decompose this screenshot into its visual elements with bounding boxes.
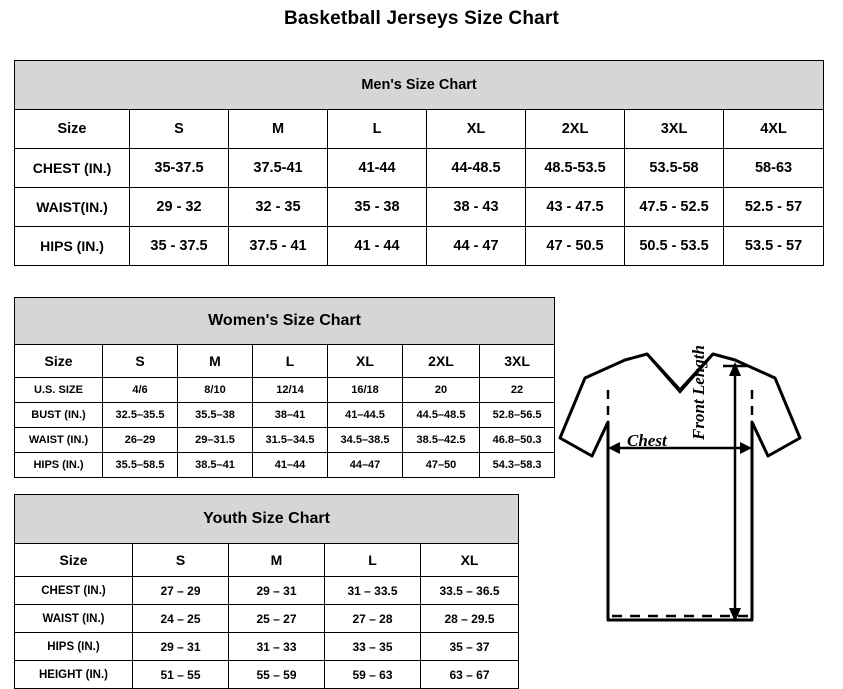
column-header: Size	[15, 345, 103, 378]
table-row	[15, 378, 555, 403]
table-cell: 35 – 37	[421, 633, 519, 661]
column-header: 4XL	[724, 110, 824, 149]
column-header: XL	[421, 544, 519, 577]
row-label: BUST (IN.)	[15, 403, 103, 428]
table-cell: 35 - 37.5	[130, 227, 229, 266]
column-header: M	[229, 110, 328, 149]
table-cell: 28 – 29.5	[421, 605, 519, 633]
column-header: XL	[427, 110, 526, 149]
column-header: 3XL	[625, 110, 724, 149]
jersey-outline-icon	[530, 330, 830, 660]
table-cell: 41–44	[253, 453, 328, 478]
column-header: S	[133, 544, 229, 577]
table-cell: 44.5–48.5	[403, 403, 480, 428]
table-cell: 34.5–38.5	[328, 428, 403, 453]
table-row	[15, 188, 824, 227]
column-header: 2XL	[403, 345, 480, 378]
table-cell: 37.5 - 41	[229, 227, 328, 266]
table-cell: 50.5 - 53.5	[625, 227, 724, 266]
youth-size-chart-table	[14, 494, 519, 689]
table-header-row	[15, 495, 519, 544]
table-cell: 46.8–50.3	[480, 428, 555, 453]
table-cell: 59 – 63	[325, 661, 421, 689]
table-cell: 48.5-53.5	[526, 149, 625, 188]
jersey-measurement-diagram	[530, 330, 830, 660]
table-cell: 52.5 - 57	[724, 188, 824, 227]
row-label: CHEST (IN.)	[15, 577, 133, 605]
column-header: XL	[328, 345, 403, 378]
table-cell: 51 – 55	[133, 661, 229, 689]
table-cell: 44-48.5	[427, 149, 526, 188]
page-title: Basketball Jerseys Size Chart	[283, 8, 560, 29]
table-cell: 52.8–56.5	[480, 403, 555, 428]
table-cell: 24 – 25	[133, 605, 229, 633]
table-row	[15, 428, 555, 453]
row-label: HEIGHT (IN.)	[15, 661, 133, 689]
row-label: WAIST(IN.)	[15, 188, 130, 227]
table-cell: 31.5–34.5	[253, 428, 328, 453]
column-header: L	[253, 345, 328, 378]
table-cell: 32.5–35.5	[103, 403, 178, 428]
table-column-header-row	[15, 110, 824, 149]
table-cell: 4/6	[103, 378, 178, 403]
table-cell: 41 - 44	[328, 227, 427, 266]
table-cell: 44–47	[328, 453, 403, 478]
womens-table-title: Women's Size Chart	[15, 298, 555, 345]
table-cell: 63 – 67	[421, 661, 519, 689]
table-header-row	[15, 61, 824, 110]
table-cell: 53.5-58	[625, 149, 724, 188]
column-header: 2XL	[526, 110, 625, 149]
table-cell: 29 – 31	[229, 577, 325, 605]
youth-table-title: Youth Size Chart	[15, 495, 519, 544]
table-cell: 27 – 29	[133, 577, 229, 605]
table-row	[15, 633, 519, 661]
table-row	[15, 149, 824, 188]
table-cell: 54.3–58.3	[480, 453, 555, 478]
row-label: HIPS (IN.)	[15, 633, 133, 661]
column-header: L	[328, 110, 427, 149]
mens-size-chart-table	[14, 60, 824, 266]
table-cell: 43 - 47.5	[526, 188, 625, 227]
table-cell: 35 - 38	[328, 188, 427, 227]
row-label: WAIST (IN.)	[15, 605, 133, 633]
table-cell: 35.5–58.5	[103, 453, 178, 478]
table-cell: 33.5 – 36.5	[421, 577, 519, 605]
row-label: U.S. SIZE	[15, 378, 103, 403]
mens-table-title: Men's Size Chart	[15, 61, 824, 110]
column-header: Size	[15, 544, 133, 577]
womens-size-chart-table	[14, 297, 555, 478]
row-label: HIPS (IN.)	[15, 453, 103, 478]
table-cell: 29 - 32	[130, 188, 229, 227]
table-cell: 26–29	[103, 428, 178, 453]
table-cell: 32 - 35	[229, 188, 328, 227]
column-header: Size	[15, 110, 130, 149]
column-header: 3XL	[480, 345, 555, 378]
chest-measurement-label: Chest	[627, 431, 667, 450]
table-cell: 20	[403, 378, 480, 403]
table-cell: 12/14	[253, 378, 328, 403]
table-cell: 29–31.5	[178, 428, 253, 453]
table-cell: 35-37.5	[130, 149, 229, 188]
table-cell: 47 - 50.5	[526, 227, 625, 266]
table-cell: 25 – 27	[229, 605, 325, 633]
table-cell: 16/18	[328, 378, 403, 403]
table-cell: 22	[480, 378, 555, 403]
table-cell: 41–44.5	[328, 403, 403, 428]
table-row	[15, 661, 519, 689]
table-cell: 27 – 28	[325, 605, 421, 633]
table-cell: 8/10	[178, 378, 253, 403]
table-cell: 47.5 - 52.5	[625, 188, 724, 227]
column-header: M	[229, 544, 325, 577]
row-label: CHEST (IN.)	[15, 149, 130, 188]
table-column-header-row	[15, 544, 519, 577]
table-column-header-row	[15, 345, 555, 378]
table-cell: 47–50	[403, 453, 480, 478]
table-row	[15, 577, 519, 605]
table-cell: 38 - 43	[427, 188, 526, 227]
column-header: M	[178, 345, 253, 378]
front-length-measurement-label: Front Length	[689, 345, 708, 440]
table-cell: 35.5–38	[178, 403, 253, 428]
row-label: HIPS (IN.)	[15, 227, 130, 266]
column-header: L	[325, 544, 421, 577]
table-row	[15, 403, 555, 428]
table-cell: 53.5 - 57	[724, 227, 824, 266]
table-cell: 38.5–41	[178, 453, 253, 478]
table-cell: 44 - 47	[427, 227, 526, 266]
table-cell: 31 – 33	[229, 633, 325, 661]
table-cell: 29 – 31	[133, 633, 229, 661]
row-label: WAIST (IN.)	[15, 428, 103, 453]
table-row	[15, 605, 519, 633]
table-row	[15, 453, 555, 478]
table-row	[15, 227, 824, 266]
table-header-row	[15, 298, 555, 345]
table-cell: 55 – 59	[229, 661, 325, 689]
table-cell: 38.5–42.5	[403, 428, 480, 453]
table-cell: 31 – 33.5	[325, 577, 421, 605]
table-cell: 58-63	[724, 149, 824, 188]
column-header: S	[103, 345, 178, 378]
table-cell: 41-44	[328, 149, 427, 188]
table-cell: 38–41	[253, 403, 328, 428]
table-cell: 37.5-41	[229, 149, 328, 188]
column-header: S	[130, 110, 229, 149]
table-cell: 33 – 35	[325, 633, 421, 661]
